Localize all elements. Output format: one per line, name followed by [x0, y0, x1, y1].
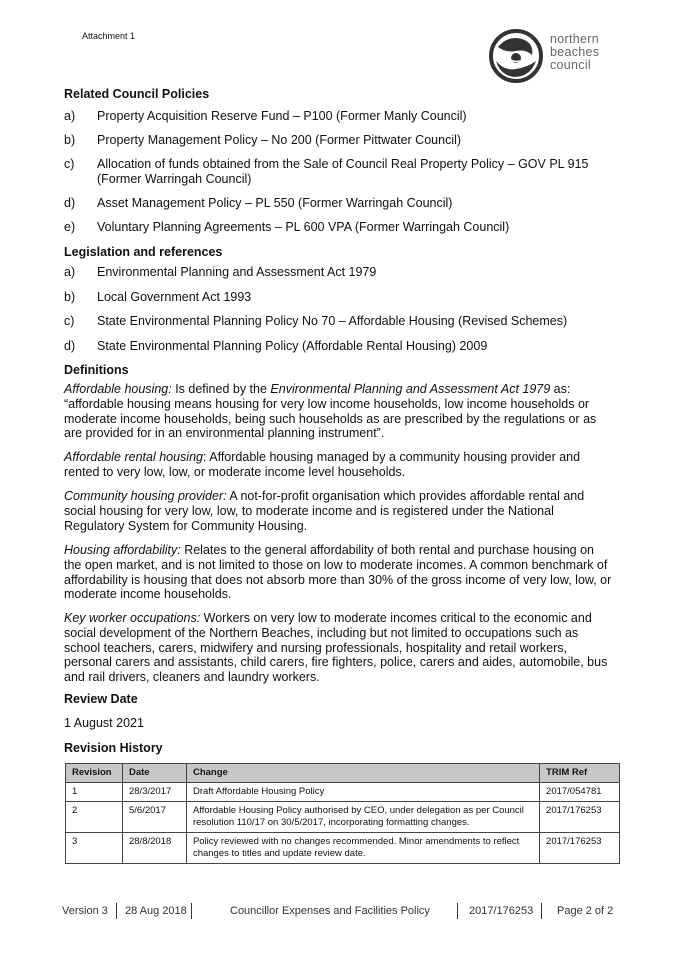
revision-history-table [65, 763, 620, 864]
attachment-label: Attachment 1 [82, 31, 136, 41]
table-header-row [66, 764, 620, 783]
table-cell: Affordable Housing Policy authorised by CEO, under delegation as per Council resolution 110/17 on 30/5/2017, incorporating formatting changes. [186, 802, 539, 833]
definition-housing-affordability: Housing affordability: Relates to the general affordability of both rental and purchase housing on the open market, and is not limited to those on low to moderate incomes. A common benchmark of affordability is housing that does not absorb more than 30% of the gross income of very low, low, or moderate income households. [64, 543, 612, 602]
footer-version: Version 3 [62, 905, 108, 917]
table-cell: 2 [66, 802, 123, 833]
table-cell: 5/6/2017 [122, 802, 186, 833]
footer-divider [541, 903, 542, 919]
definition-community-housing-provider: Community housing provider: A not-for-profit organisation which provides affordable rental and social housing for very low, low, to moderate income and is registered under the National Regulatory System for Community Housing. [64, 489, 585, 533]
column-header: Date [122, 764, 186, 783]
footer-date: 28 Aug 2018 [125, 905, 187, 917]
table-cell: Draft Affordable Housing Policy [186, 783, 539, 802]
review-date-heading: Review Date [64, 692, 138, 706]
council-logo-icon [486, 27, 548, 85]
footer-trim-ref: 2017/176253 [469, 905, 534, 917]
table-cell: Policy reviewed with no changes recommended. Minor amendments to reflect changes to titles and update review date. [186, 833, 539, 864]
definition-key-worker-occupations: Key worker occupations: Workers on very low to moderate incomes critical to the economic and social development of the Northern Beaches, including but not limited to occupations such as school teachers, carers, midwifery and nursing professionals, hospitality and retail workers, personal carers and assistants, child carers, fire fighters, police, carers and aides, automobile, bus and rail drivers, cleaners and laundry workers. [64, 611, 608, 685]
column-header: Change [186, 764, 539, 783]
definition-affordable-housing: Affordable housing: Is defined by the Environmental Planning and Assessment Act 1979 as: “affordable housing means housing for very low income households, low income households or moderate income households, being such households as are prescribed by the regulations or as are provided for in an environmental planning instrument”. [64, 382, 597, 441]
table-row [66, 802, 620, 833]
footer-divider [191, 903, 192, 919]
definition-affordable-rental-housing: Affordable rental housing: Affordable housing managed by a community housing provider and rented to very low, low, or moderate income level households. [64, 450, 581, 479]
table-row [66, 833, 620, 864]
council-logo [486, 27, 606, 85]
legislation-heading: Legislation and references [64, 245, 223, 259]
logo-wordmark: northern beaches council [550, 32, 600, 72]
footer-page-number: Page 2 of 2 [557, 905, 614, 917]
definitions-heading: Definitions [64, 363, 129, 377]
column-header: Revision [66, 764, 123, 783]
table-cell: 28/3/2017 [122, 783, 186, 802]
footer-divider [116, 903, 117, 919]
table-cell: 3 [66, 833, 123, 864]
footer-divider [457, 903, 458, 919]
table-cell: 2017/176253 [540, 802, 620, 833]
table-cell: 1 [66, 783, 123, 802]
page-footer [60, 903, 620, 921]
table-cell: 2017/176253 [540, 833, 620, 864]
table-cell: 28/8/2018 [122, 833, 186, 864]
footer-title: Councillor Expenses and Facilities Policy [230, 905, 430, 917]
related-policies-heading: Related Council Policies [64, 87, 210, 101]
review-date-value: 1 August 2021 [64, 716, 144, 730]
table-cell: 2017/054781 [540, 783, 620, 802]
revision-history-heading: Revision History [64, 741, 163, 755]
table-row [66, 783, 620, 802]
column-header: TRIM Ref [540, 764, 620, 783]
